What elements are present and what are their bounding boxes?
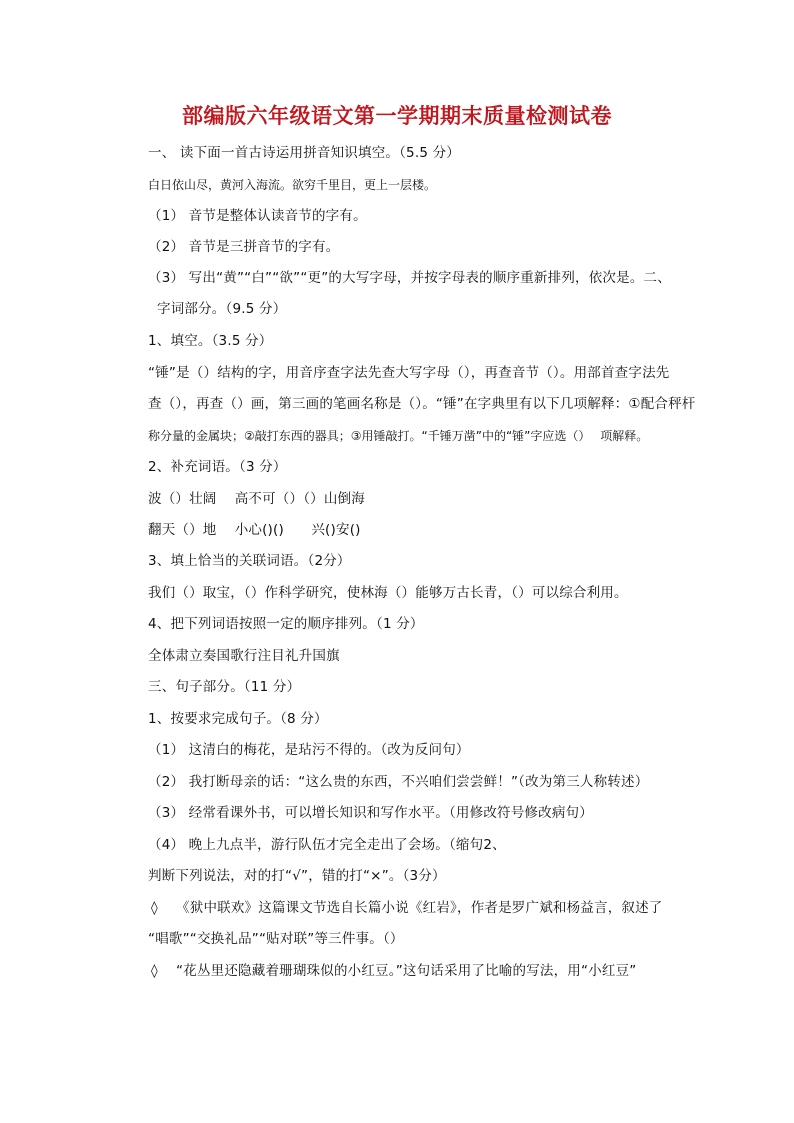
- question-2-3-line: 我们（）取宝，（）作科学研究，使林海（）能够万古长青，（）可以综合利用。: [148, 585, 628, 601]
- poem-text: 白日依山尽，黄河入海流。欲穷千里目，更上一层楼。: [148, 178, 437, 192]
- question-2-1-line-3: 称分量的金属块；②敲打东西的器具；③用锤敲打。“千锤万凿”中的“锤”字应选（） 项解释。: [148, 429, 649, 443]
- section-2-heading: 字词部分。（9.5 分）: [157, 301, 287, 317]
- question-3-1-1: （1） 这清白的梅花，是玷污不得的。（改为反问句）: [148, 742, 470, 758]
- question-2-2-heading: 2、补充词语。（3 分）: [148, 459, 287, 475]
- question-1-1: （1） 音节是整体认读音节的字有。: [148, 208, 367, 224]
- question-2-4-heading: 4、把下列词语按照一定的顺序排列。（1 分）: [148, 616, 424, 632]
- question-1-2: （2） 音节是三拼音节的字有。: [148, 239, 340, 255]
- question-3-2-heading: 判断下列说法，对的打“√”，错的打“×”。（3分）: [148, 868, 446, 884]
- judgement-item-2-line-1: ◊ “花丛里还隐藏着珊瑚珠似的小红豆。”这句话采用了比喻的写法，用“小红豆”: [151, 963, 637, 979]
- page-title: 部编版六年级语文第一学期期末质量检测试卷: [182, 104, 612, 128]
- question-2-4-line: 全体肃立奏国歌行注目礼升国旗: [148, 648, 340, 664]
- question-1-3: （3） 写出“黄”“白”“欲”“更”的大写字母，并按字母表的顺序重新排列，依次是。二、: [148, 270, 671, 286]
- question-2-2-line-1: 波（）壮阔 高不可（）（）山倒海: [148, 491, 365, 507]
- question-2-1-line-1: “锤”是（）结构的字，用音序查字法先查大写字母（），再查音节（）。用部首查字法先: [148, 365, 670, 381]
- judgement-item-1-line-2: “唱歌”“交换礼品”“贴对联”等三件事。（）: [148, 931, 404, 947]
- question-2-1-heading: 1、填空。（3.5 分）: [148, 333, 273, 349]
- question-3-1-3: （3） 经常看课外书，可以增长知识和写作水平。（用修改符号修改病句）: [148, 805, 593, 821]
- section-3-heading: 三、句子部分。（11 分）: [148, 679, 301, 695]
- question-3-1-2: （2） 我打断母亲的话：“这么贵的东西，不兴咱们尝尝鲜！”（改为第三人称转述）: [148, 774, 649, 790]
- question-3-1-4: （4） 晚上九点半，游行队伍才完全走出了会场。（缩句2、: [148, 837, 506, 853]
- question-2-2-line-2: 翻天（）地 小心()() 兴()安(): [148, 522, 361, 538]
- question-2-1-line-2: 查（），再查（）画，第三画的笔画名称是（）。“锤”在字典里有以下几项解释：①配合秤杆: [148, 396, 696, 412]
- question-3-1-heading: 1、按要求完成句子。（8 分）: [148, 711, 328, 727]
- question-2-3-heading: 3、填上恰当的关联词语。（2分）: [148, 553, 351, 569]
- section-1-heading: 一、 读下面一首古诗运用拼音知识填空。（5.5 分）: [148, 145, 461, 161]
- judgement-item-1-line-1: ◊ 《狱中联欢》这篇课文节选自长篇小说《红岩》，作者是罗广斌和杨益言，叙述了: [151, 900, 663, 916]
